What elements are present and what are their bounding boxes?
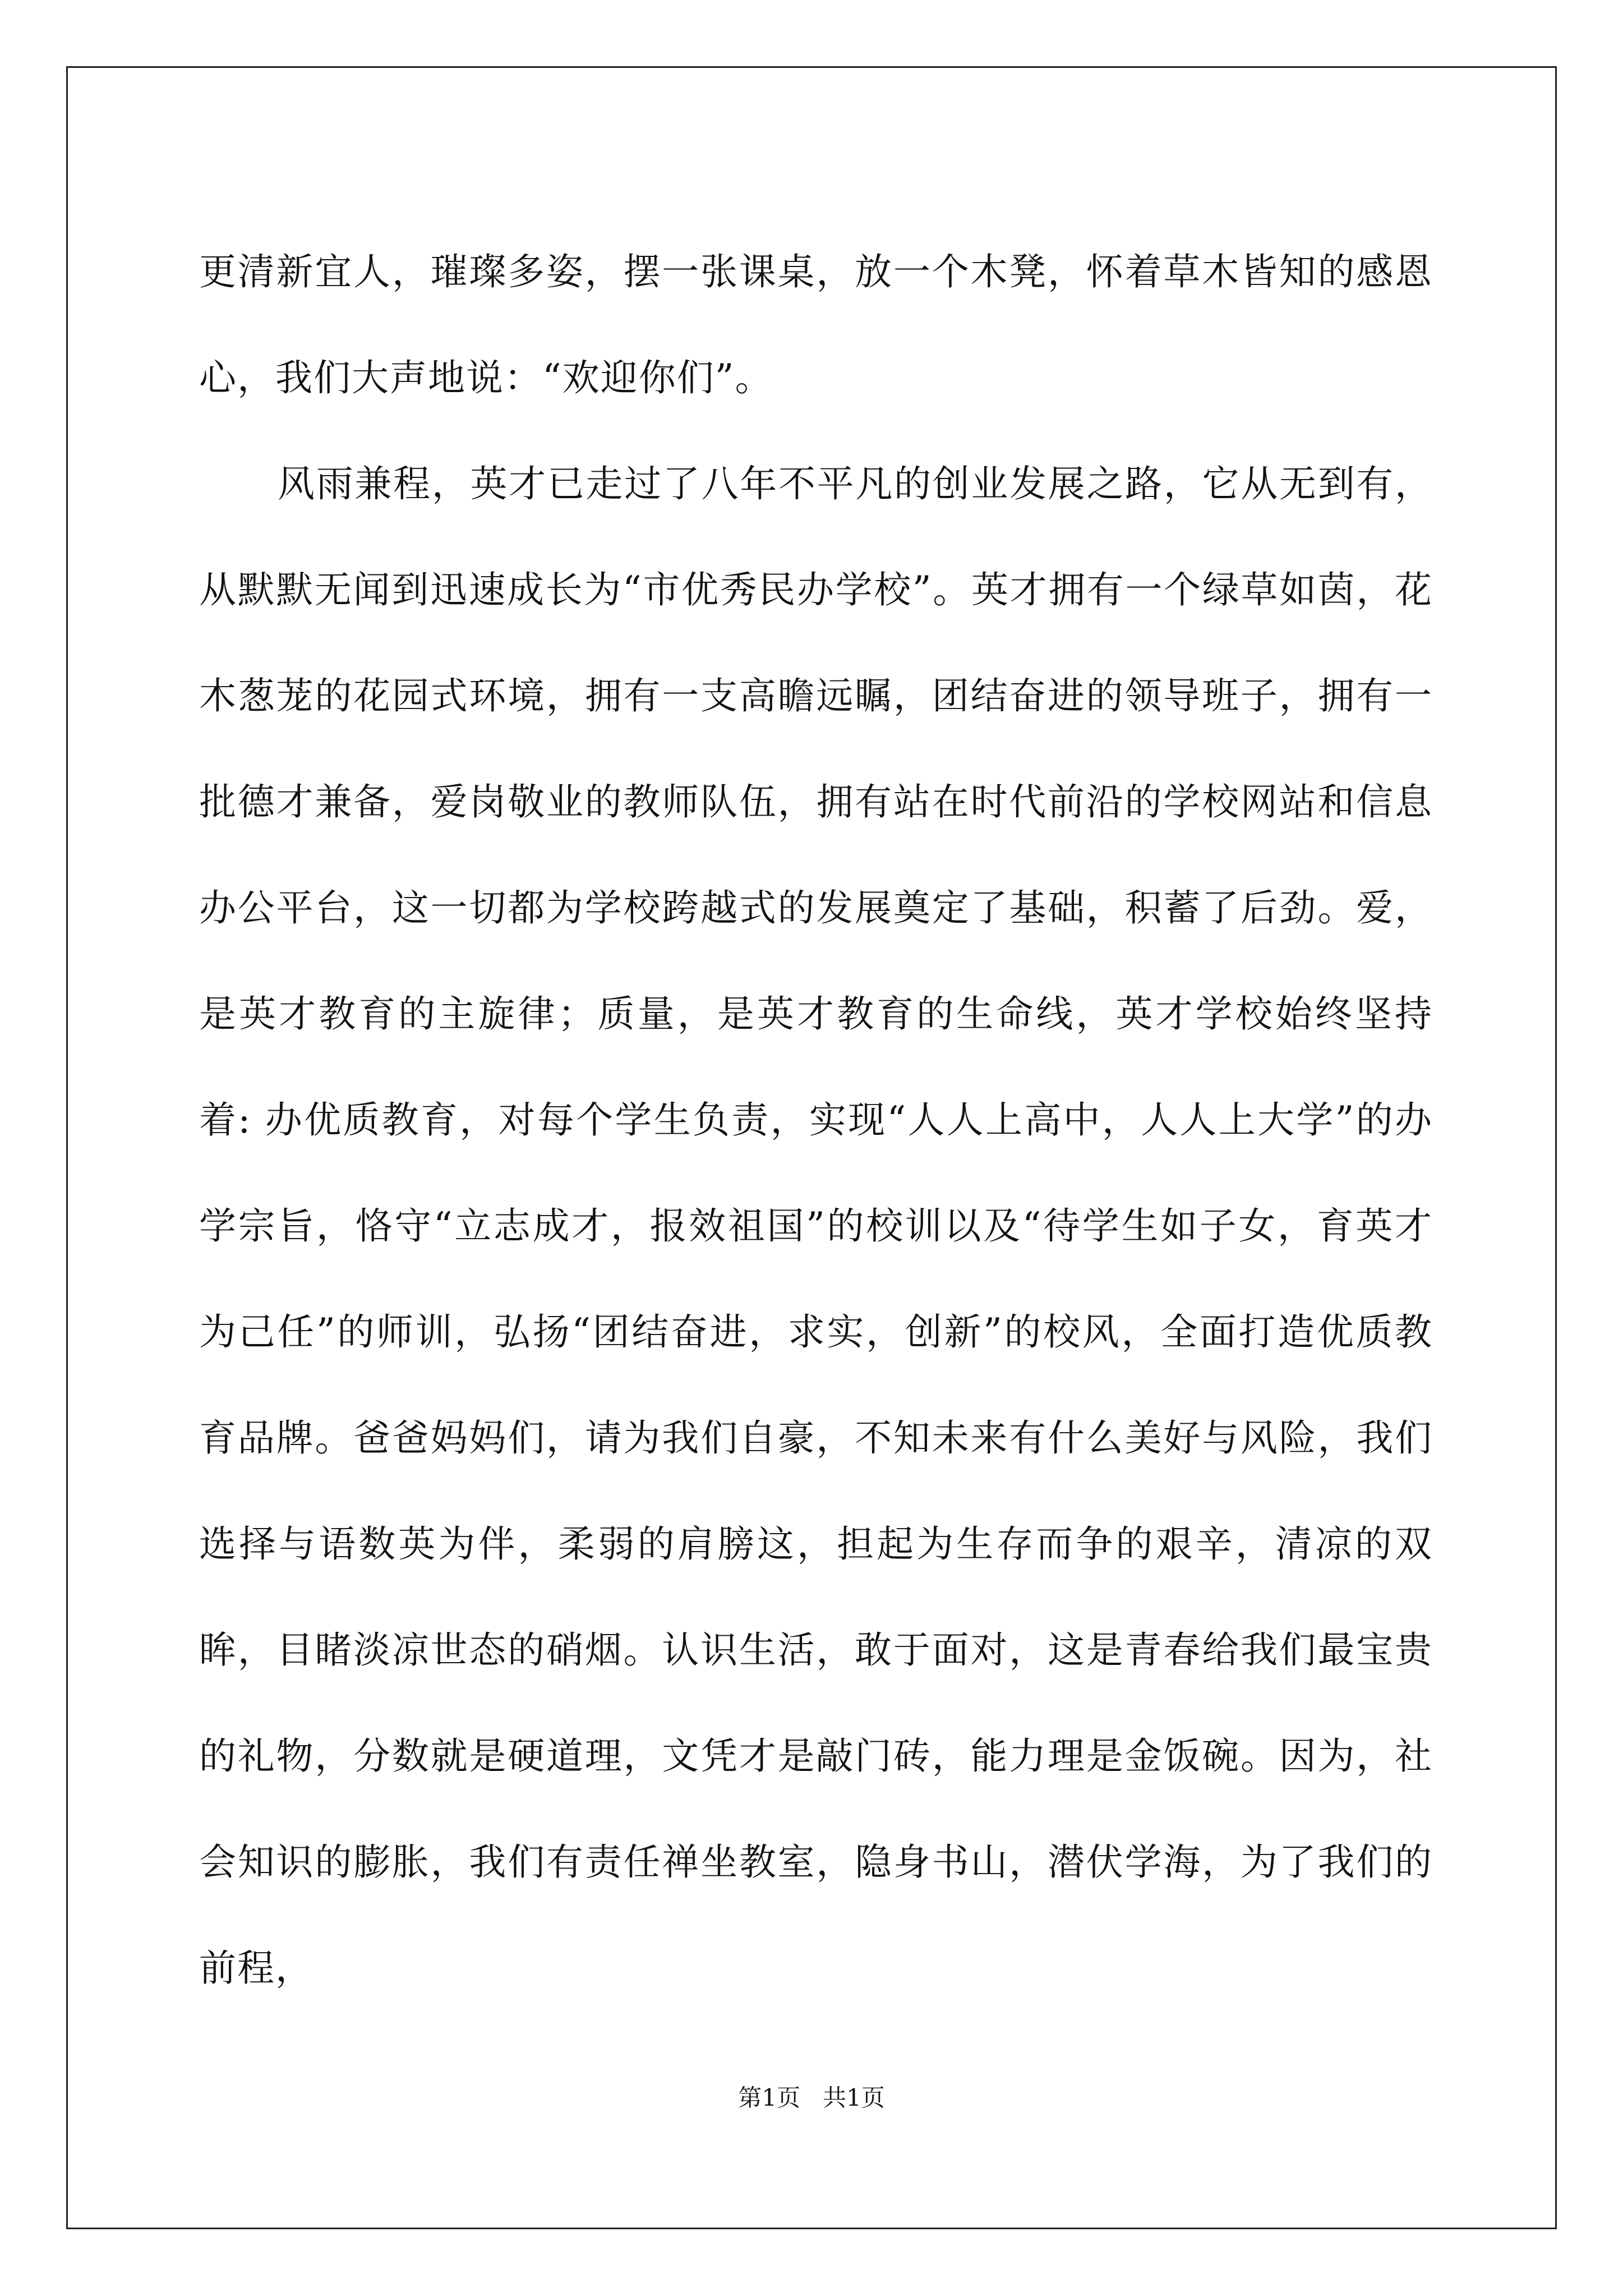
page-number-current: 第1页 — [738, 2084, 800, 2111]
paragraph-2: 风雨兼程，英才已走过了八年不平凡的创业发展之路，它从无到有，从默默无闻到迅速成长为“市优秀民办学校”。英才拥有一个绿草如茵，花木葱茏的花园式环境，拥有一支高瞻远瞩，团结奋进的领导班子，拥有一批德才兼备，爱岗敬业的教师队伍，拥有站在时代前沿的学校网站和信息办公平台，这一切都为学校跨越式的发展奠定了基础，积蓄了后劲。爱，是英才教育的主旋律；质量，是英才教育的生命线，英才学校始终坚持着: 办优质教育，对每个学生负责，实现“人人上高中，人人上大学”的办学宗旨，恪守“立志成才，报效祖国”的校训以及“待学生如子女，育英才为己任”的师训，弘扬“团结奋进，求实，创新”的校风，全面打造优质教育品牌。爸爸妈妈们，请为我们自豪，不知未来有什么美好与风险，我们选择与语数英为伴，柔弱的肩膀这，担起为生存而争的艰辛，清凉的双眸，目睹淡凉世态的硝烟。认识生活，敢于面对，这是青春给我们最宝贵的礼物，分数就是硬道理，文凭才是敲门砖，能力理是金饭碗。因为，社会知识的膨胀，我们有责任禅坐教室，隐身书山，潜伏学海，为了我们的前程， — [199, 462, 1433, 1990]
document-body — [199, 219, 1433, 2021]
page-footer — [0, 2081, 1623, 2115]
paragraph-1: 更清新宜人，璀璨多姿，摆一张课桌，放一个木凳，怀着草木皆知的感恩心，我们大声地说：“欢迎你们”。 — [199, 250, 1433, 399]
page-number-total: 共1页 — [823, 2084, 885, 2111]
